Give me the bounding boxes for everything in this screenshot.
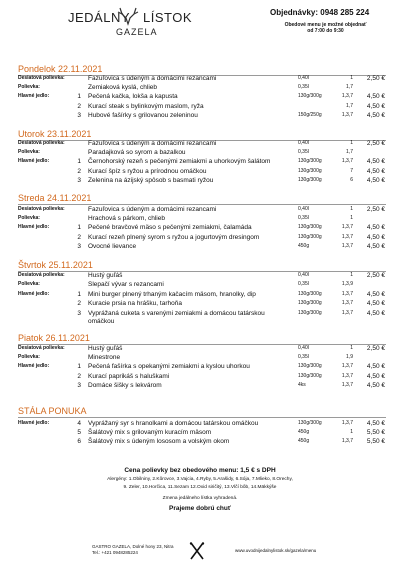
allergens: 1 (350, 345, 353, 351)
orders-phone: Objednávky: 0948 285 224 (270, 8, 370, 17)
menu-row (18, 74, 386, 83)
allergens: 1,3,7 (341, 381, 353, 388)
dish-number: 3 (77, 242, 81, 250)
allergens: 1,3,7 (341, 93, 353, 100)
dish-name: Kurací rezeň plnený syrom s ryžou a jogurtovým dresingom (88, 233, 260, 241)
allergens: 1,3,7 (341, 158, 353, 165)
allergens: 1,3,7 (341, 420, 353, 426)
portion-size: 130g/300g (298, 372, 322, 379)
dish-name-continued: omáčkou (88, 318, 115, 325)
allergens: 1,7 (346, 102, 353, 109)
day-heading: Piatok 26.11.2021 (18, 333, 90, 343)
allergens: 1 (350, 75, 353, 81)
allergens: 7 (350, 167, 353, 174)
portion-size: 0,40l (298, 75, 309, 81)
dish-price: 4,50 € (366, 111, 385, 119)
row-label: Hlavné jedlo: (18, 290, 50, 297)
allergens: 1,3,9 (341, 281, 353, 288)
row-label: Hlavné jedlo: (18, 420, 50, 426)
menu-row (18, 92, 386, 101)
portion-size: 0,40l (298, 272, 309, 278)
portion-size: 130g/300g (298, 290, 322, 297)
menu-row (18, 362, 386, 371)
dish-number: 1 (77, 93, 81, 101)
dish-price: 4,50 € (366, 176, 385, 184)
dish-name: Pečené bravčové mäso s pečenými zemiakmi, čalamáda (88, 224, 252, 232)
portion-size: 450g (298, 429, 310, 436)
menu-row (18, 428, 386, 437)
allergens: 1,3,7 (341, 224, 353, 231)
allergens: 1,3,7 (341, 111, 353, 118)
dish-name: Černohorský rezeň s pečenými zemiakmi a uhorkovým šalátom (88, 158, 271, 166)
portion-size: 130g/300g (298, 300, 322, 307)
portion-size: 4ks (298, 381, 306, 388)
menu-row (18, 176, 386, 185)
menu-row (18, 157, 386, 166)
menu-row (18, 242, 386, 251)
portion-size: 150g/250g (298, 111, 322, 118)
allergens-line-1: Alergény: 1.Obilniny, 2.Kôrovce, 3.Vajcia, 4.Ryby, 5.Arašidy, 6.Sója, 7.Mlieko, 8.Orechy, (107, 477, 293, 482)
portion-size: 130g/300g (298, 309, 322, 316)
menu-row (18, 223, 386, 232)
dish-number: 1 (77, 158, 81, 166)
dish-name: Hustý guľáš (88, 345, 123, 352)
menu-row (18, 353, 386, 362)
row-label: Hlavné jedlo: (18, 363, 50, 370)
dish-name: Fazuľovica s údeným a domácimi rezancami (88, 140, 217, 147)
dish-name: Kurací špíz s ryžou a prírodnou omáčkou (88, 167, 207, 175)
orders-note (258, 22, 393, 34)
portion-size: 0,35l (298, 281, 309, 288)
allergens: 1,7 (346, 84, 353, 91)
subtitle: GAZELA (116, 27, 158, 37)
allergens: 1 (350, 206, 353, 212)
portion-size: 130g/300g (298, 224, 322, 231)
dish-name: Mini burger plnený trhaným kačacím mäsom, hranolky, dip (88, 290, 256, 298)
dish-name: Zelenina na ázijský spôsob s basmati ryžou (88, 176, 214, 184)
portion-size: 130g/300g (298, 233, 322, 240)
orders-note-line-2: od 7:00 do 9:30 (307, 28, 344, 34)
dish-number: 2 (77, 102, 81, 110)
dish-price: 2,50 € (366, 345, 385, 352)
menu-row (18, 299, 386, 308)
dish-price: 4,50 € (366, 381, 385, 389)
dish-price: 4,50 € (366, 158, 385, 166)
dish-number: 5 (77, 429, 81, 437)
row-label: Desiatová polievka: (18, 345, 65, 351)
fork-knife-icon (188, 542, 206, 560)
dish-price: 2,50 € (366, 140, 385, 147)
allergens: 1 (350, 429, 353, 436)
day-heading: Pondelok 22.11.2021 (18, 64, 103, 74)
address-line-2: Tel.: +421 0948285224 (92, 550, 138, 555)
allergens: 1,3,7 (341, 309, 353, 316)
allergens: 1,3,7 (341, 300, 353, 307)
portion-size: 450g (298, 438, 310, 445)
portion-size: 0,40l (298, 140, 309, 146)
dish-number: 3 (77, 309, 81, 317)
portion-size: 130g/300g (298, 158, 322, 165)
dish-price: 2,50 € (366, 272, 385, 279)
allergens: 1,7 (346, 149, 353, 156)
allergens: 1 (350, 215, 353, 222)
dish-number: 1 (77, 363, 81, 371)
dish-number: 2 (77, 233, 81, 241)
menu-row (18, 233, 386, 242)
dish-price: 4,50 € (366, 233, 385, 241)
dish-price: 4,50 € (366, 363, 385, 371)
menu-row (18, 309, 386, 318)
day-heading: Streda 24.11.2021 (18, 193, 92, 203)
dish-name: Vyprážaný syr s hranolkami a domácou tatárskou omáčkou (88, 420, 259, 427)
menu-row (18, 344, 386, 353)
dish-name: Kurací steak s bylinkovým maslom, ryža (88, 102, 204, 110)
website-link[interactable]: www.uvodnijedalnylistok.sk/gazela/menu (235, 548, 317, 553)
dish-number: 2 (77, 372, 81, 380)
dish-name: Domáce šišky s lekvárom (88, 381, 162, 389)
dish-price: 5,50 € (366, 429, 385, 437)
menu-row (18, 167, 386, 176)
address-block (92, 544, 182, 556)
dish-number: 1 (77, 224, 81, 232)
dish-price: 4,50 € (366, 93, 385, 101)
dish-price: 4,50 € (366, 309, 385, 317)
row-label: Polievka: (18, 354, 40, 361)
portion-size: 0,35l (298, 149, 309, 156)
row-label: Hlavné jedlo: (18, 224, 50, 231)
row-label: Hlavné jedlo: (18, 158, 50, 165)
portion-size: 0,40l (298, 345, 309, 351)
dish-name: Fazuľovica s údeným a domácimi rezancami (88, 75, 217, 82)
menu-row (18, 372, 386, 381)
dish-number: 3 (77, 176, 81, 184)
allergens: 1,3,7 (341, 290, 353, 297)
row-label: Desiatová polievka: (18, 75, 65, 81)
allergens: 1 (350, 272, 353, 278)
dish-price: 4,50 € (366, 420, 385, 427)
dish-name: Fazuľovica s údeným a domácimi rezancami (88, 206, 217, 213)
menu-row (18, 419, 386, 428)
dish-name: Slepačí vývar s rezancami (88, 281, 164, 289)
title-left: JEDÁLNY (68, 10, 131, 25)
dish-price: 4,50 € (366, 372, 385, 380)
dish-price: 4,50 € (366, 242, 385, 250)
menu-row (18, 290, 386, 299)
portion-size: 130g/300g (298, 93, 322, 100)
dish-name: Hubové fašírky s grilovanou zeleninou (88, 111, 198, 119)
dish-number: 2 (77, 300, 81, 308)
menu-row (18, 111, 386, 120)
menu-row (18, 437, 386, 446)
portion-size: 130g/300g (298, 176, 322, 183)
title-right: LÍSTOK (143, 10, 193, 25)
day-heading: Štvrtok 25.11.2021 (18, 260, 93, 270)
dish-name: Šalátový mix s grilovaným kuracím mäsom (88, 429, 212, 437)
dish-name: Paradajková so syrom a bazalkou (88, 149, 186, 157)
menu-row (18, 214, 386, 223)
dish-name: Minestrone (88, 354, 121, 362)
dish-number: 4 (77, 420, 81, 427)
row-label: Desiatová polievka: (18, 140, 65, 146)
portion-size: 450g (298, 242, 310, 249)
portion-size: 0,35l (298, 354, 309, 361)
allergens: 1,3,7 (341, 242, 353, 249)
menu-row (18, 381, 386, 390)
wish-text: Prajeme dobrú chuť (169, 505, 231, 512)
portion-size: 130g/300g (298, 420, 322, 426)
address-line-1: GASTRO GAZELA, Dolné hony 23, Nitra (92, 544, 174, 549)
dish-price: 4,50 € (366, 102, 385, 110)
row-label: Polievka: (18, 149, 40, 156)
menu-header (0, 0, 400, 60)
allergens-line-2: 9. Zeler, 10.Horčica, 11.Sezam 12.Oxid siričitý, 13.Vlčí bôb, 14.Mäkkýše (123, 485, 277, 490)
dish-price: 4,50 € (366, 290, 385, 298)
portion-size: 130g/300g (298, 363, 322, 370)
dish-name: Vyprážaná cuketa s varenými zemiakmi a domácou tatárskou (88, 309, 265, 317)
allergens: 1,3,7 (341, 363, 353, 370)
row-label: Polievka: (18, 84, 40, 91)
dish-number: 3 (77, 381, 81, 389)
row-label: Hlavné jedlo: (18, 93, 50, 100)
menu-row (18, 205, 386, 214)
dish-name: Hustý guľáš (88, 272, 123, 279)
dish-name: Hrachová s párkom, chlieb (88, 215, 165, 223)
row-label: Polievka: (18, 281, 40, 288)
allergens: 1 (350, 140, 353, 146)
day-heading: STÁLA PONUKA (18, 406, 87, 416)
dish-price: 2,50 € (366, 206, 385, 213)
portion-size: 130g/300g (298, 167, 322, 174)
menu-row (18, 148, 386, 157)
dish-name: Šalátový mix s údeným lososom a volským okom (88, 438, 230, 446)
menu-row (18, 271, 386, 280)
row-label: Polievka: (18, 215, 40, 222)
dish-price: 5,50 € (366, 438, 385, 446)
menu-row (18, 83, 386, 92)
soup-price-note: Cena polievky bez obedového menu: 1,5 € s DPH (124, 467, 276, 474)
section-divider (18, 417, 386, 418)
menu-row (18, 102, 386, 111)
dish-name: Kurací paprikáš s haluškami (88, 372, 170, 380)
dish-price: 2,50 € (366, 75, 385, 82)
dish-price: 4,50 € (366, 167, 385, 175)
menu-row (18, 139, 386, 148)
portion-size: 0,35l (298, 84, 309, 91)
dish-price: 4,50 € (366, 224, 385, 232)
dish-name: Kuracie prsia na hrášku, tarhoňa (88, 300, 182, 308)
dish-number: 3 (77, 111, 81, 119)
menu-row (18, 280, 386, 289)
portion-size: 0,35l (298, 215, 309, 222)
allergens: 1,3,7 (341, 233, 353, 240)
dish-name: Pečená kačka, lokša a kapusta (88, 93, 178, 101)
menu-changes-note: Zmena jedálneho lístka vyhradená. (162, 496, 238, 501)
dish-name: Pečená fašírka s opekanými zemiakmi a kyslou uhorkou (88, 363, 250, 371)
allergens: 1,3,7 (341, 438, 353, 445)
dish-number: 1 (77, 290, 81, 298)
portion-size: 0,40l (298, 206, 309, 212)
dish-number: 2 (77, 167, 81, 175)
day-heading: Utorok 23.11.2021 (18, 129, 92, 139)
footer-bar (0, 510, 400, 566)
dish-name: Zemiaková kyslá, chlieb (88, 84, 157, 92)
allergens: 1,9 (346, 354, 353, 361)
allergens: 6 (350, 176, 353, 183)
dish-name: Ovocné lievance (88, 242, 137, 250)
allergens: 1,3,7 (341, 372, 353, 379)
dish-price: 4,50 € (366, 300, 385, 308)
row-label: Desiatová polievka: (18, 206, 65, 212)
orders-note-line-1: Obedové menu je možné objednať (284, 22, 367, 28)
row-label: Desiatová polievka: (18, 272, 65, 278)
dish-number: 6 (77, 438, 81, 446)
